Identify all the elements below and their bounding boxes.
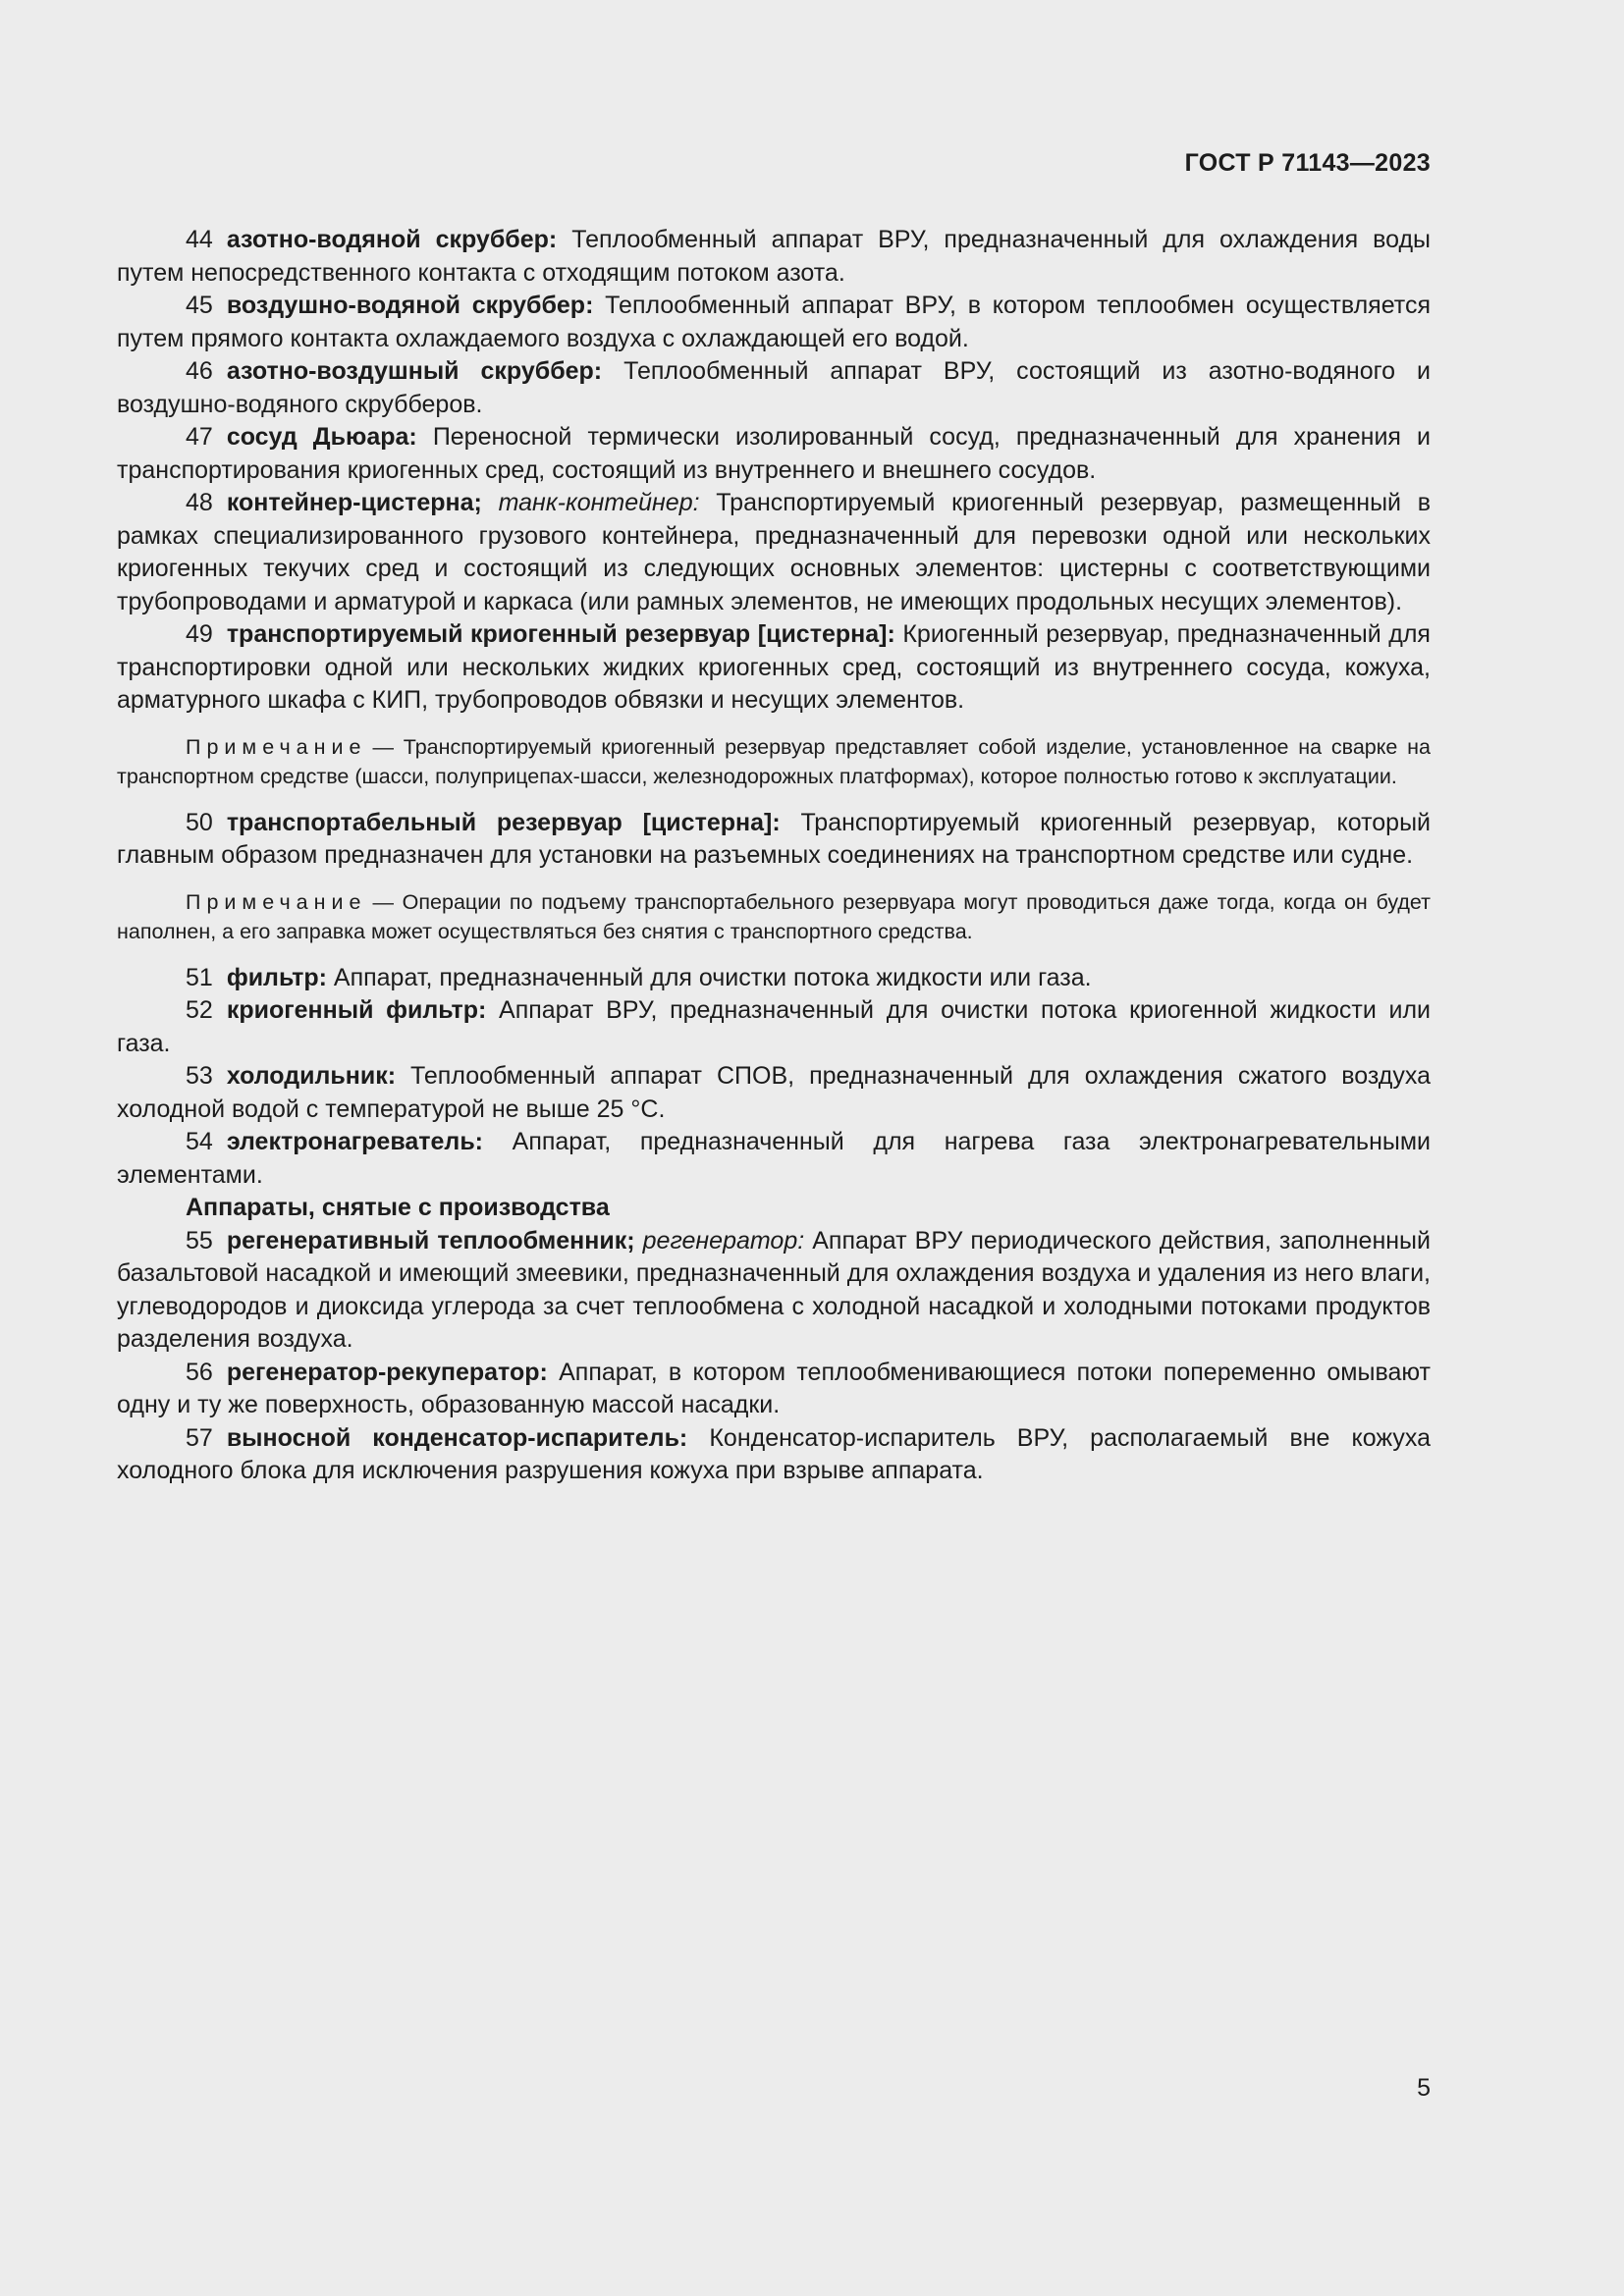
term-entry-48 xyxy=(117,487,1431,618)
entry-term: регенератор-рекуператор: xyxy=(226,1358,548,1386)
entry-term: транспортабельный резервуар [цистерна]: xyxy=(226,808,781,836)
entry-term: азотно-воздушный скруббер: xyxy=(226,357,603,385)
entry-definition: Аппарат, в котором теплообменивающиеся потоки попеременно омывают одну и ту же поверхность, образованную массой насадки. xyxy=(117,1358,1432,1418)
entry-synonym: танк-контейнер: xyxy=(498,489,700,516)
term-entry-44 xyxy=(117,224,1431,290)
note-label: Примечание xyxy=(186,734,367,759)
entry-synonym: регенератор: xyxy=(642,1226,805,1255)
entry-term: азотно-водяной скруббер: xyxy=(226,226,558,253)
entry-number: 50 xyxy=(186,808,213,836)
entry-number: 48 xyxy=(186,489,213,516)
term-entry-56 xyxy=(117,1357,1431,1422)
entry-definition: Переносной термически изолированный сосуд, предназначенный для хранения и транспортирования криогенных сред, состоящий из внутреннего и внешнего сосудов. xyxy=(117,423,1431,484)
note-text: — Транспортируемый криогенный резервуар представляет собой изделие, установленное на сварке на транспортном средстве (шасси, полуприцепах-шасси, железнодорожных платформах), которое полностью готово к эксплуатации. xyxy=(117,734,1431,788)
entry-term: контейнер-цистерна; xyxy=(226,489,482,516)
entry-term: фильтр: xyxy=(226,963,327,991)
entry-term: транспортируемый криогенный резервуар [цистерна]: xyxy=(226,620,895,648)
entry-number: 44 xyxy=(186,226,213,253)
entry-number: 45 xyxy=(186,292,213,319)
term-entry-47 xyxy=(117,421,1431,487)
standard-code-header: ГОСТ Р 71143—2023 xyxy=(1184,149,1431,177)
entry-definition: Аппарат, предназначенный для очистки потока жидкости или газа. xyxy=(333,963,1092,991)
entry-number: 54 xyxy=(186,1128,213,1155)
note-50 xyxy=(117,887,1431,946)
entry-number: 55 xyxy=(186,1226,213,1255)
entry-term: выносной конденсатор-испаритель: xyxy=(226,1423,688,1452)
term-entry-50 xyxy=(117,807,1431,873)
term-entry-53 xyxy=(117,1060,1431,1126)
term-entry-55 xyxy=(117,1225,1431,1357)
note-49 xyxy=(117,732,1431,791)
entry-number: 51 xyxy=(186,963,213,991)
entry-term: воздушно-водяной скруббер: xyxy=(226,292,594,319)
entry-term: криогенный фильтр: xyxy=(226,996,487,1024)
entry-number: 46 xyxy=(186,357,213,385)
entry-definition: Теплообменный аппарат ВРУ, в котором теплообмен осуществляется путем прямого контакта охлаждаемого воздуха с охлаждающей его водой. xyxy=(117,292,1431,352)
term-entry-45 xyxy=(117,290,1431,355)
note-label: Примечание xyxy=(186,889,367,914)
term-entry-52 xyxy=(117,994,1431,1060)
entry-definition: Криогенный резервуар, предназначенный для транспортировки одной или нескольких жидких криогенных сред, состоящий из внутреннего сосуда, кожуха, арматурного шкафа с КИП, трубопроводов обвязки и несущих элементов. xyxy=(117,620,1431,714)
entry-definition: Теплообменный аппарат ВРУ, состоящий из азотно-водяного и воздушно-водяного скрубберов. xyxy=(117,357,1431,418)
entry-number: 56 xyxy=(186,1358,213,1386)
entry-number: 53 xyxy=(186,1062,213,1090)
entry-term: холодильник: xyxy=(226,1062,397,1090)
page-number: 5 xyxy=(1417,2074,1431,2102)
term-entry-49 xyxy=(117,618,1431,718)
section-heading: Аппараты, снятые с производства xyxy=(186,1194,610,1221)
entry-definition: Конденсатор-испаритель ВРУ, располагаемый вне кожуха холодного блока для исключения разрушения кожуха при взрыве аппарата. xyxy=(117,1423,1431,1484)
entry-definition: Транспортируемый криогенный резервуар, который главным образом предназначен для установки на разъемных соединениях на транспортном средстве или судне. xyxy=(117,808,1431,869)
entry-term: регенеративный теплообменник; xyxy=(226,1226,635,1255)
term-entry-54 xyxy=(117,1126,1431,1192)
entry-definition: Аппарат, предназначенный для нагрева газа электронагревательными элементами. xyxy=(117,1128,1432,1189)
note-text: — Операции по подъему транспортабельного резервуара могут проводиться даже тогда, когда он будет наполнен, а его заправка может осуществляться без снятия с транспортного средства. xyxy=(117,889,1431,943)
entry-term: сосуд Дьюара: xyxy=(226,423,417,451)
entry-definition: Теплообменный аппарат СПОВ, предназначенный для охлаждения сжатого воздуха холодной водой с температурой не выше 25 °С. xyxy=(117,1062,1431,1123)
term-entry-46 xyxy=(117,355,1431,421)
entry-number: 57 xyxy=(186,1423,213,1452)
entry-definition: Аппарат ВРУ периодического действия, заполненный базальтовой насадкой и имеющий змеевики, предназначенный для охлаждения воздуха и удаления из него влаги, углеводородов и диоксида углерода за счет теплообмена с холодной насадкой и холодными потоками продуктов разделения воздуха. xyxy=(117,1226,1431,1353)
entry-definition: Теплообменный аппарат ВРУ, предназначенный для охлаждения воды путем непосредственного контакта с отходящим потоком азота. xyxy=(117,226,1432,287)
entry-definition: Аппарат ВРУ, предназначенный для очистки потока криогенной жидкости или газа. xyxy=(117,996,1431,1057)
terms-body xyxy=(117,224,1431,1488)
entry-definition: Транспортируемый криогенный резервуар, размещенный в рамках специализированного грузового контейнера, предназначенный для перевозки одной или нескольких криогенных текучих сред и состоящий из следующих основных элементов: цистерны с соответствующими трубопроводами и арматурой и каркаса (или рамных элементов, не имеющих продольных несущих элементов). xyxy=(117,489,1432,615)
entry-number: 52 xyxy=(186,996,213,1024)
entry-term: электронагреватель: xyxy=(226,1128,484,1155)
term-entry-51 xyxy=(117,962,1431,995)
term-entry-57 xyxy=(117,1422,1431,1488)
entry-number: 49 xyxy=(186,620,213,648)
entry-number: 47 xyxy=(186,423,213,451)
